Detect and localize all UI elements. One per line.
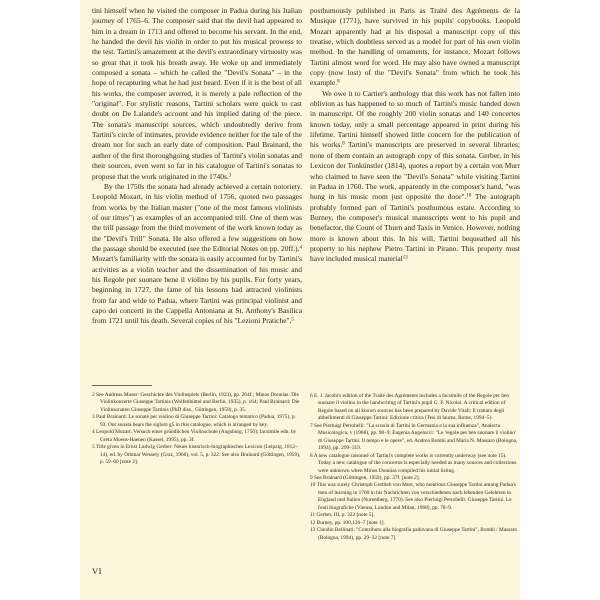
footnote: 8 A new catalogue raisonné of Tartini's complete works is currently underway (see note 15). Today a new catalogue of the concertos is especially needed as many sources and collections were unknown when Minos Dounias compiled his initial listing. [310,452,517,474]
footnote: 4 Leopold Mozart: Versuch einer gründlichen Violinschule (Augsburg, 1756); facsimile edn. by Greta Moens-Haenen (Kassel, 1995), pp. 3f. [92,429,297,443]
footnote: 9 See Brainard (Göttingen, 1959), pp. 37f. [note 2]. [310,474,420,481]
paragraph: By the 1750s the sonata had already achieved a certain notoriety. Leopold Mozart, in his violin method of 1756, quoted two passages from works by the Italian master ("one of the most famous violinists of our times") as examples of an accompanied trill. One of them was the trill passage from the third movement of the work known today as the "Devil's Trill" Sonata. He also offered a few suggestions on how the passage should be executed (see the Editorial Notes on pp. 20ff.).$^4$ Mozart's familiarity with the sonata is easily accounted for by Tartini's activities as a violin teacher and the dissemination of his music and his Regole per suonare bene il violino by his pupils. For forty years, beginning in 1727, the fame of his lessons had attracted violinists from far and wide to Padua, where Tartini was principal violinist and capo dei concerti in the Cappella Antoniana at St. Anthony's Basilica from 1721 until his death. Several copies of his "Lezioni Pratiche",$^5$ [92,181,302,326]
footnote-ref: 8 [337,79,340,85]
footnote: 13 Claudio Bellinati: "Contributo alla biografia padovana di Giuseppe Tartini", Bombi / Massaro (Bologna, 1994), pp. 29–32 [note 7]. [310,527,518,541]
footnote-ref: 10 [466,193,472,199]
footnote: 5 Title given in Ernst Ludwig Gerber: Neues historisch-biographisches Lexicon (Leipzig, 1812–14), ed. by Othmar Wessely (Graz, 1966), vol. 5, p. 322. See also Brainard (Göttingen, 1959), p. 59–60 [note 2]. [92,444,301,466]
book-page [80,0,520,600]
page-number: VI [92,566,102,576]
footnote-rule [92,385,152,386]
footnote: 7 See Pierluigi Petrobelli: "La scuola di Tartini in Germania e la sua influenza", Analecta Musicologica, v (1968), pp. 98–9; Eugenia Angelucci: "Le 'regole per ben suonare il violino' di Giuseppe Tartini. Il tempo e le opere", ed. Andrea Bombi and Maria N. Massaro (Bologna, 1994), pp. 299–319. [310,422,518,452]
footnote: 10 This was surely Christoph Gottlieb von Murr, who mentions Giuseppe Tartini among Padua's men of learning in 1760 in his Nachrichten von verschiedenen nach lebenden Gelehrten in England und Italien (Nuremberg, 1770). See also Pierluigi Petrobelli: Giuseppe Tartini. Le fonti biografiche (Vienna, London and Milan, 1968), pp. 78–9. [310,482,516,511]
footnote-ref: 5 [291,317,294,323]
footnote: 6 E. J. Jacobi's edition of the Traité des Agréments includes a facsimile of the Regole per ben suonare il violino in the handwriting of Tartini's pupil G. F. Nicolai. A critical edition of Regole based on all known sources has been prepared by Davide Vitali: Il trattato degli abbellimenti di Giuseppe Tartini: Edizione critica (Tesi di laurea, Rome, 1994–5). [310,393,510,422]
footnote: 12 Burney, pp. 100,126–7 [note 1]. [310,519,385,526]
right-text-column [310,6,520,265]
paragraph: tini himself when he visited the composer in Padua during his Italian journey of 1765–6. The composer said that the devil had appeared to him in a dream in 1713 and offered to become his servant. In the end, he handed the devil his violin in order to put his musical prowess to the test. Tartini's amazement at the devil's extraordinary virtuosity was so great that it took his breath away. He woke up and immediately composed a sonata – which he called the "Devil's Sonata" – in the hope of recapturing what he had just heard. Even if it is the best of all his works, the composer averred, it is merely a pale reflection of the "original". For stylistic reasons, Tartini scholars were quick to cast doubt on De Lalande's account and his implied dating of the piece. The sonata's manuscript sources, which undoubtedly derive from Tartini's circle of intimates, provide evidence neither for the tale of the dream nor for such an early date of composition. Paul Brainard, the author of the first thoroughgoing studies of Tartini's violin sonatas and their sources, even went so far in his catalogue of Tartini's sonatas to propose that the work originated in the 1740s.$^3$ [92,6,302,181]
footnote-ref: 13 [402,255,408,261]
paragraph: We owe it to Cartier's anthology that this work has not fallen into oblivion as has happened to so much of Tartini's music handed down in manuscript. Of the roughly 200 violin sonatas and 140 concertos known today, only a small percentage appeared in print during his lifetime. Tartini himself showed little concern for the publication of his works.$^8$ Tartini's manuscripts are preserved in several libraries; none of them contain an autograph copy of this sonata. Gerber, in his Lexicon der Tonkünstler (1814), quotes a report by a certain von Murr who claimed to have seen the "Devil's Sonata" while visiting Tartini in Padua in 1760. The work, apparently in the composer's hand, "was hung in his music room just opposite the door".$^{10}$ The autograph probably formed part of Tartini's posthumous estate. According to Burney, the composer's musical manuscripts went to his pupil and benefactor, the Count of Thurn and Taxis in Venice. However, nothing more is known about this. In his will, Tartini bequeathed all his property to his nephew Pietro Tartini in Pirano. This property must have included musical material$^{13}$ [310,88,520,264]
footnote: 3 Paul Brainard: Le sonate per violino di Giuseppe Tartini: Catalogo tematico (Padua, 1975), p. 93. Our sonata bears the siglum g5 in this catalogue, which is arranged by key. [92,414,296,428]
footnote: 11 Gerber, III, p. 322 [note 5]. [310,512,375,519]
footnote: 2 See Andreas Moser: Geschichte des Violinspiels (Berlin, 1923), pp. 264f.; Minos Dounias: Die Violinkonzerte Giuseppe Tartinis (Wolfenbüttel and Berlin, 1935), p. 164; Paul Brainard: Die Violinsonaten Giuseppe Tartinis (PhD diss., Göttingen, 1959), p. 35. [92,392,300,413]
footnote-ref: 4 [299,245,302,251]
footnotes-right [310,393,520,542]
paragraph: posthumously published in Paris as Traité des Agréments de la Musique (1771), have survived in his pupils' copybooks. Leopold Mozart apparently had at his disposal a manuscript copy of this treatise, which doubtless served as a model for part of his own violin method. In the handling of ornaments, for instance, Mozart follows Tartini almost word for word. He may also have owned a manuscript copy (now lost) of the "Devil's Sonata" from which he took his example.$^8$ [310,6,520,88]
footnote-ref: 3 [228,173,232,178]
footnote-ref: 8 [342,141,345,147]
left-text-column [92,6,302,327]
footnotes-left [92,392,302,467]
